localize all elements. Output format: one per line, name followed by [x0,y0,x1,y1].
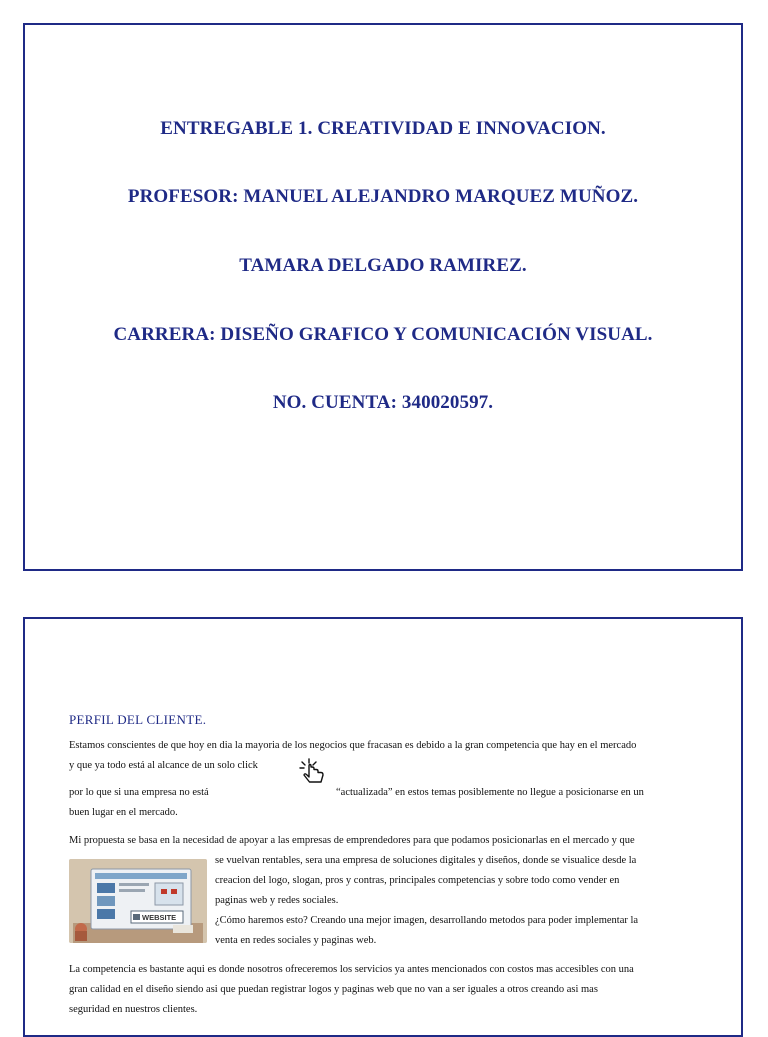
paragraph-1-line-2: y que ya todo está al alcance de un solo click [69,760,258,771]
paragraph-3-line-3: seguridad en nuestros clientes. [69,1004,198,1015]
paragraph-2-line-5: ¿Cómo haremos esto? Creando una mejor imagen, desarrollando metodos para poder implementar la [215,915,639,926]
professor-line: PROFESOR: MANUEL ALEJANDRO MARQUEZ MUÑOZ. [127,186,639,207]
account-number: NO. CUENTA: 340020597. [272,392,494,413]
paragraph-2-line-3: creacion del logo, slogan, pros y contras, principales competencias y sobre todo como vender en [215,875,620,886]
paragraph-2-line-1: Mi propuesta se basa en la necesidad de apoyar a las empresas de emprendedores para que podamos posicionarlas en el mercado y que [69,835,635,846]
website-image-label: WEBSITE [142,913,177,922]
paragraph-1-line-1: Estamos conscientes de que hoy en dia la mayoria de los negocios que fracasan es debido a la gran competencia que hay en el mercado [69,740,637,751]
paragraph-2-line-6: venta en redes sociales y paginas web. [215,935,377,946]
paragraph-1-line-3b: “actualizada” en estos temas posiblemente no llegue a posicionarse en un [336,787,644,798]
paragraph-2-line-2: se vuelvan rentables, sera una empresa de soluciones digitales y diseños, donde se visualice desde la [215,855,637,866]
click-hand-icon [297,757,329,785]
section-heading: PERFIL DEL CLIENTE. [69,712,207,727]
cover-page [23,23,743,571]
career-line: CARRERA: DISEÑO GRAFICO Y COMUNICACIÓN VISUAL. [113,324,653,345]
website-illustration [69,859,207,943]
client-profile-page [23,617,743,1037]
paragraph-3-line-1: La competencia es bastante aqui es donde nosotros ofreceremos los servicios ya antes mencionados con costos mas accesibles con una [69,964,634,975]
paragraph-2-line-4: paginas web y redes sociales. [215,895,339,906]
paragraph-1-line-3a: por lo que si una empresa no está [69,787,209,798]
paragraph-1-line-4: buen lugar en el mercado. [69,807,178,818]
paragraph-3-line-2: gran calidad en el diseño siendo asi que puedan registrar logos y paginas web que no van a ser iguales a otros creando asi mas [69,984,598,995]
student-name: TAMARA DELGADO RAMIREZ. [239,255,527,276]
deliverable-title: ENTREGABLE 1. CREATIVIDAD E INNOVACION. [160,118,606,139]
